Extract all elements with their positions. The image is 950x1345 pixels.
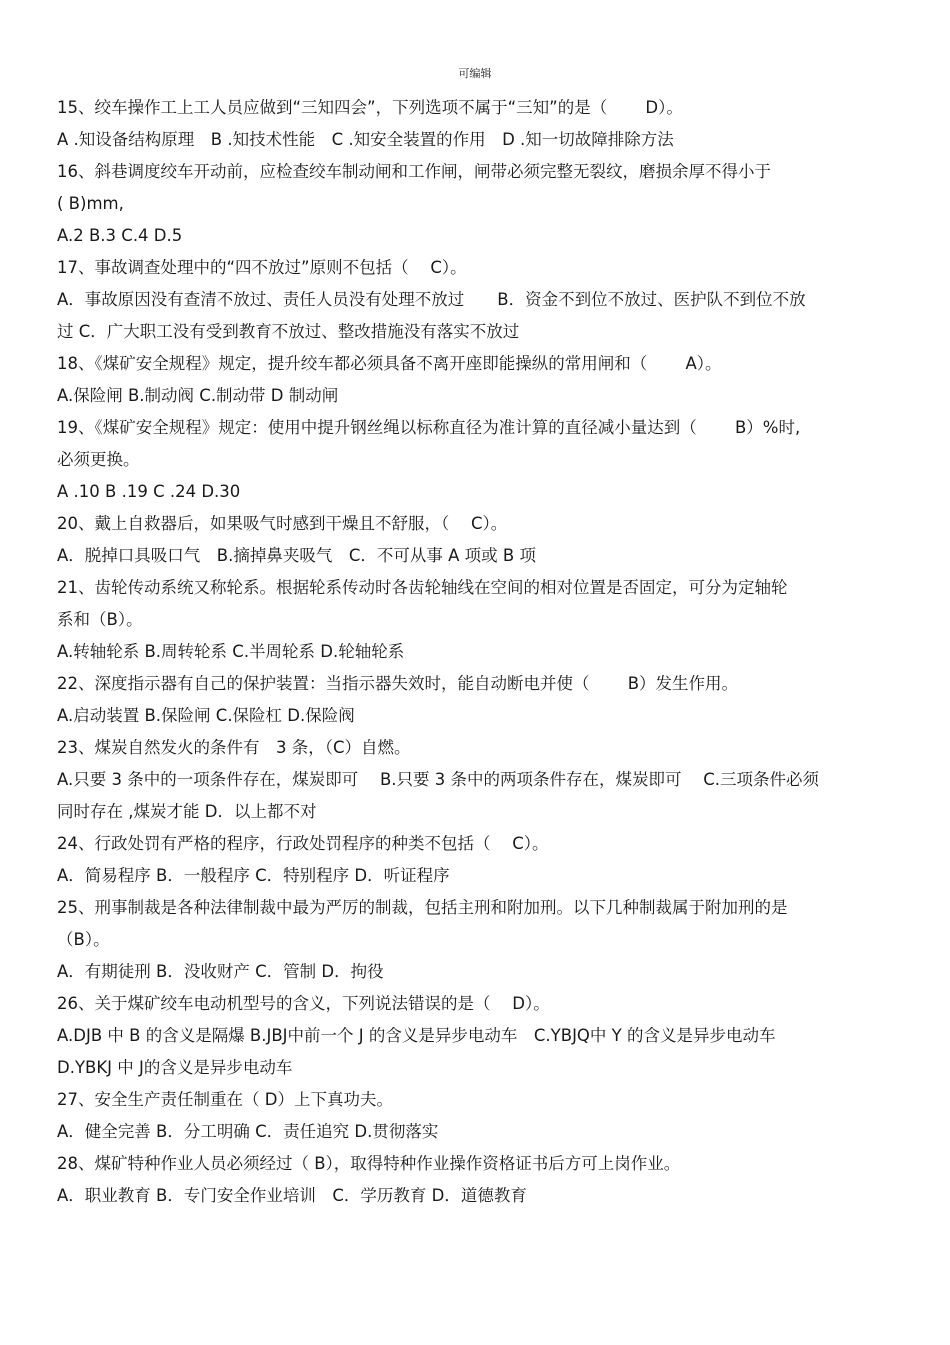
question-16-stem-cont: ( B)mm, (57, 194, 124, 213)
question-26-options-cont: D.YBKJ 中 J的含义是异步电动车 (57, 1058, 293, 1077)
question-18-options: A.保险闸 B.制动阀 C.制动带 D 制动闸 (57, 386, 339, 405)
question-16-options: A.2 B.3 C.4 D.5 (57, 226, 183, 245)
question-20-options: A．脱掉口具吸口气 B.摘掉鼻夹吸气 C．不可从事 A 项或 B 项 (57, 546, 536, 565)
question-22-options: A.启动装置 B.保险闸 C.保险杠 D.保险阀 (57, 706, 355, 725)
question-27-options: A．健全完善 B．分工明确 C．责任追究 D.贯彻落实 (57, 1122, 439, 1141)
question-20-stem: 20、戴上自救器后，如果吸气时感到干燥且不舒服，（ C）。 (57, 514, 508, 533)
question-24-options: A．简易程序 B．一般程序 C．特别程序 D．听证程序 (57, 866, 450, 885)
question-26-options: A.DJB 中 B 的含义是隔爆 B.JBJ中前一个 J 的含义是异步电动车 C.YBJQ中 Y 的含义是异步电动车 (57, 1026, 776, 1045)
question-17-stem: 17、事故调查处理中的“四不放过”原则不包括（ C）。 (57, 258, 467, 277)
question-21-stem-cont: 系和（B）。 (57, 610, 143, 629)
question-16-stem: 16、斜巷调度绞车开动前，应检查绞车制动闸和工作闸，闸带必须完整无裂纹，磨损余厚不得小于 (57, 162, 771, 181)
question-15-stem: 15、绞车操作工上工人员应做到“三知四会”，下列选项不属于“三知”的是（ D）。 (57, 98, 683, 117)
question-24-stem: 24、行政处罚有严格的程序，行政处罚程序的种类不包括（ C）。 (57, 834, 549, 853)
page-header-label: 可编辑 (458, 67, 492, 80)
question-18-stem: 18、《煤矿安全规程》规定，提升绞车都必须具备不离开座即能操纵的常用闸和（ A）。 (57, 354, 722, 373)
question-23-options: A.只要 3 条中的一项条件存在，煤炭即可 B.只要 3 条中的两项条件存在，煤炭即可 C.三项条件必须 (57, 770, 820, 789)
question-19-options: A .10 B .19 C .24 D.30 (57, 482, 241, 501)
question-19-stem-cont: 必须更换。 (57, 450, 140, 469)
question-19-stem: 19、《煤矿安全规程》规定：使用中提升钢丝绳以标称直径为准计算的直径减小量达到（ B）%时, (57, 418, 801, 437)
question-28-stem: 28、煤矿特种作业人员必须经过（ B），取得特种作业操作资格证书后方可上岗作业。 (57, 1154, 681, 1173)
question-27-stem: 27、安全生产责任制重在（ D）上下真功夫。 (57, 1090, 393, 1109)
question-22-stem: 22、深度指示器有自己的保护装置：当指示器失效时，能自动断电并使（ B）发生作用。 (57, 674, 739, 693)
question-23-options-cont: 同时存在 ,煤炭才能 D．以上都不对 (57, 802, 317, 821)
question-25-stem: 25、刑事制裁是各种法律制裁中最为严厉的制裁，包括主刑和附加刑。以下几种制裁属于附加刑的是 (57, 898, 788, 917)
question-17-options-cont: 过 C．广大职工没有受到教育不放过、整改措施没有落实不放过 (57, 322, 520, 341)
question-25-options: A．有期徒刑 B．没收财产 C．管制 D．拘役 (57, 962, 384, 981)
question-21-options: A.转轴轮系 B.周转轮系 C.半周轮系 D.轮轴轮系 (57, 642, 405, 661)
question-28-options: A．职业教育 B．专门安全作业培训 C．学历教育 D．道德教育 (57, 1186, 527, 1205)
question-21-stem: 21、齿轮传动系统又称轮系。根据轮系传动时各齿轮轴线在空间的相对位置是否固定，可分为定轴轮 (57, 578, 788, 597)
question-25-stem-cont: （B）。 (57, 930, 110, 949)
question-26-stem: 26、关于煤矿绞车电动机型号的含义，下列说法错误的是（ D）。 (57, 994, 550, 1013)
question-23-stem: 23、煤炭自然发火的条件有 3 条，（C）自燃。 (57, 738, 411, 757)
document-body (57, 92, 889, 1212)
question-17-options: A．事故原因没有查清不放过、责任人员没有处理不放过 B．资金不到位不放过、医护队不到位不放 (57, 290, 806, 309)
question-15-options: A .知设备结构原理 B .知技术性能 C .知安全装置的作用 D .知一切故障排除方法 (57, 130, 674, 149)
